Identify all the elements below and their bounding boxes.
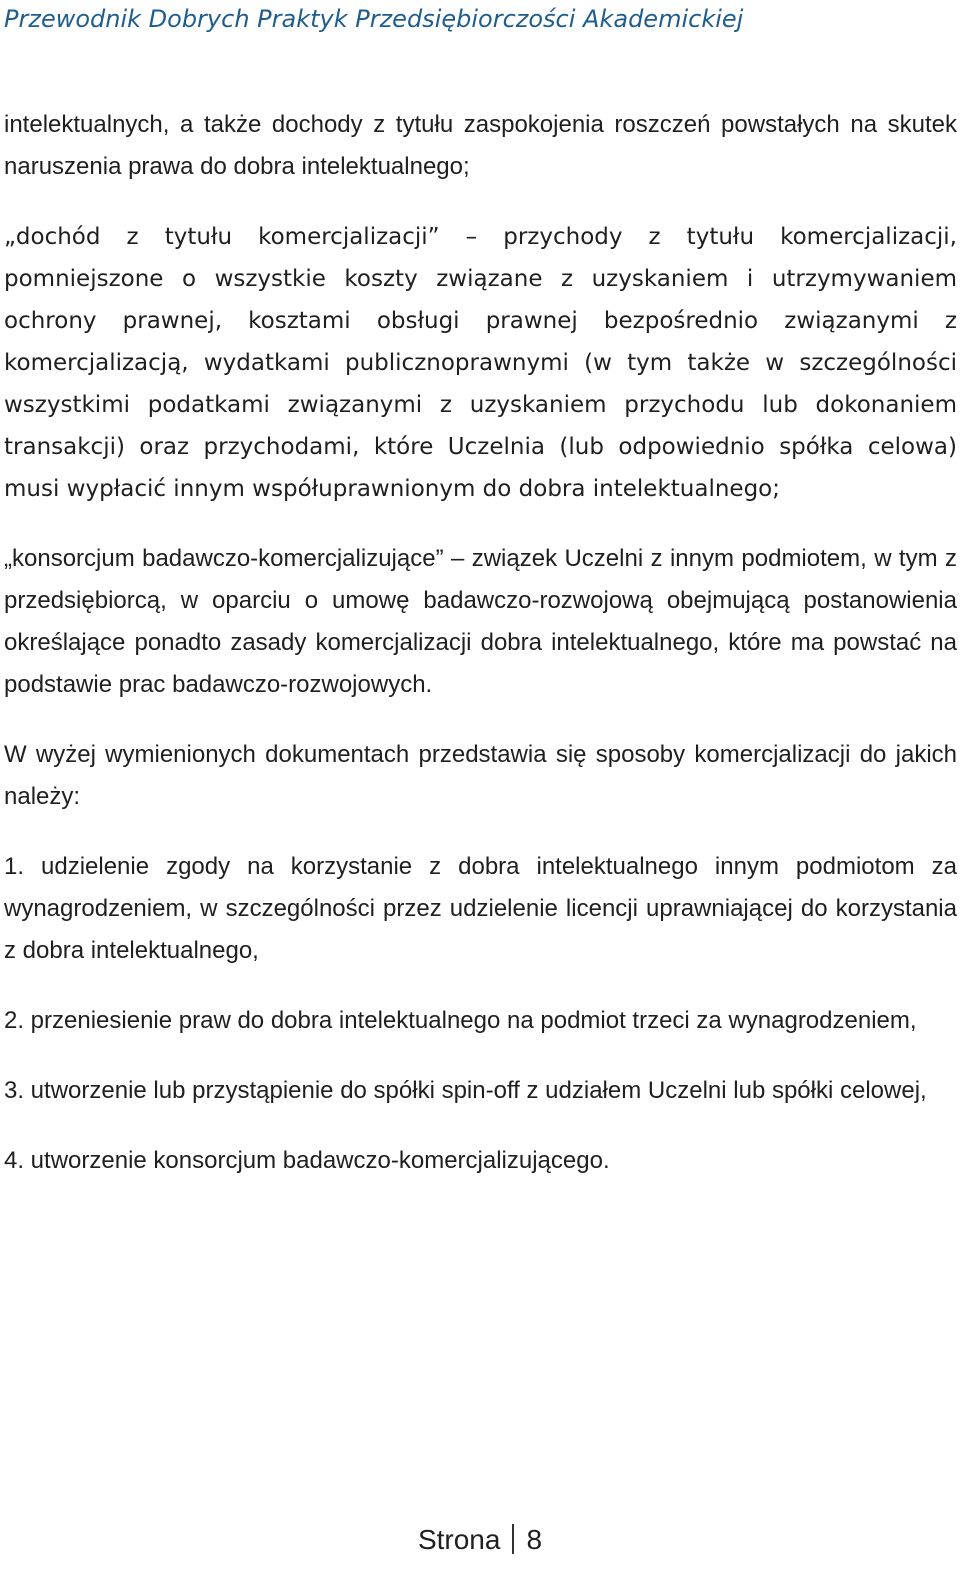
paragraph-continuation: intelektualnych, a także dochody z tytułu zaspokojenia roszczeń powstałych na skutek naruszenia prawa do dobra intelektualnego; — [4, 111, 957, 180]
page-label: Strona — [417, 1524, 501, 1555]
definition-konsorcjum: „konsorcjum badawczo-komercjalizujące” – związek Uczelni z innym podmiotem, w tym z przedsiębiorcą, w oparciu o umowę badawczo-rozwojową obejmującą postanowienia określające ponadto zasady komercjalizacji dobra intelektualnego, które ma powstać na podstawie prac badawczo-rozwojowych. — [4, 545, 957, 698]
list-item-1: 1. udzielenie zgody na korzystanie z dobra intelektualnego innym podmiotom za wynagrodzeniem, w szczególności przez udzielenie licencji uprawniającej do korzystania z dobra intelektualnego, — [4, 853, 957, 964]
page-footer — [0, 1522, 960, 1558]
running-header: Przewodnik Dobrych Praktyk Przedsiębiorczości Akademickiej — [4, 5, 744, 33]
document-body — [4, 104, 957, 1182]
definition-dochod: „dochód z tytułu komercjalizacji” – przychody z tytułu komercjalizacji, pomniejszone o wszystkie koszty związane z uzyskaniem i utrzymywaniem ochrony prawnej, kosztami obsługi prawnej bezpośrednio związanymi z komercjalizacją, wydatkami publicznoprawnymi (w tym także w szczególności wszystkimi podatkami związanymi z uzyskaniem przychodu lub dokonaniem transakcji) oraz przychodami, które Uczelnia (lub odpowiednio spółka celowa) musi wypłacić innym współuprawnionym do dobra intelektualnego; — [4, 224, 957, 502]
paragraph-intro-list: W wyżej wymienionych dokumentach przedstawia się sposoby komercjalizacji do jakich należy: — [4, 741, 957, 810]
list-item-2: 2. przeniesienie praw do dobra intelektualnego na podmiot trzeci za wynagrodzeniem, — [4, 1007, 917, 1034]
footer-separator — [512, 1524, 514, 1554]
list-item-4: 4. utworzenie konsorcjum badawczo-komercjalizującego. — [4, 1147, 610, 1174]
page-number: 8 — [526, 1524, 543, 1555]
list-item-3: 3. utworzenie lub przystąpienie do spółki spin-off z udziałem Uczelni lub spółki celowej, — [4, 1077, 927, 1104]
